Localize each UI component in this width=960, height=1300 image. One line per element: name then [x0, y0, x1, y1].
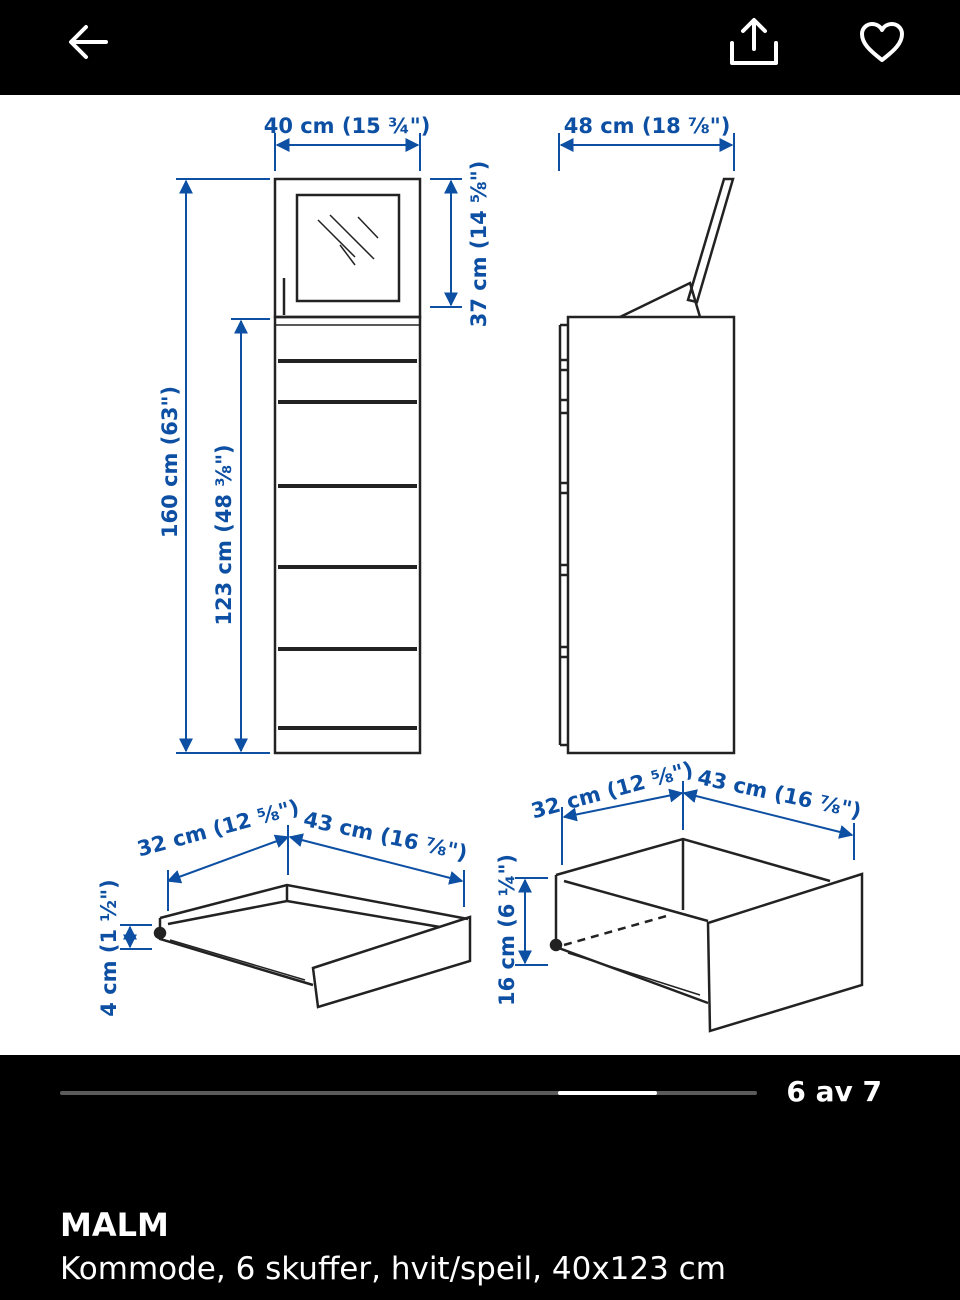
product-name: MALM: [60, 1206, 169, 1244]
arrow-left-icon: [64, 18, 112, 66]
share-icon: [726, 17, 782, 67]
dim-small-drawer-depth-label: 43 cm (16 ⅞"): [301, 807, 470, 866]
front-view: [275, 179, 420, 753]
favorite-button[interactable]: [852, 12, 912, 72]
dim-width-label: 40 cm (15 ¾"): [263, 114, 431, 138]
dimension-diagram: [0, 95, 960, 1055]
progress-track[interactable]: [60, 1091, 757, 1095]
dim-mirror-height-label: 37 cm (14 ⅝"): [467, 160, 491, 328]
product-image[interactable]: [0, 95, 960, 1055]
heart-icon: [859, 21, 905, 63]
dim-depth-label: 48 cm (18 ⅞"): [563, 114, 731, 138]
progress-thumb: [558, 1091, 658, 1095]
dim-small-drawer-width-label: 32 cm (12 ⅝"): [134, 795, 302, 862]
dim-total-height-label: 160 cm (63"): [158, 385, 182, 539]
large-drawer-drawing: [551, 839, 862, 1031]
share-button[interactable]: [722, 14, 786, 70]
dim-small-drawer-height-label: 4 cm (1 ½"): [97, 879, 121, 1017]
gallery-progress: [0, 1055, 960, 1130]
back-button[interactable]: [60, 14, 116, 70]
dim-large-drawer-depth-label: 43 cm (16 ⅞"): [695, 765, 864, 824]
dim-chest-height-label: 123 cm (48 ⅜"): [212, 444, 236, 626]
product-info: [60, 1205, 940, 1291]
small-drawer-drawing: [155, 885, 470, 1007]
dim-large-drawer-height-label: 16 cm (6 ¼"): [495, 854, 519, 1006]
side-view: [560, 179, 734, 753]
product-description: Kommode, 6 skuffer, hvit/speil, 40x123 cm: [60, 1251, 726, 1287]
dim-large-drawer-width-label: 32 cm (12 ⅝"): [528, 757, 696, 824]
image-counter: 6 av 7: [786, 1075, 882, 1108]
top-bar: [0, 0, 960, 95]
